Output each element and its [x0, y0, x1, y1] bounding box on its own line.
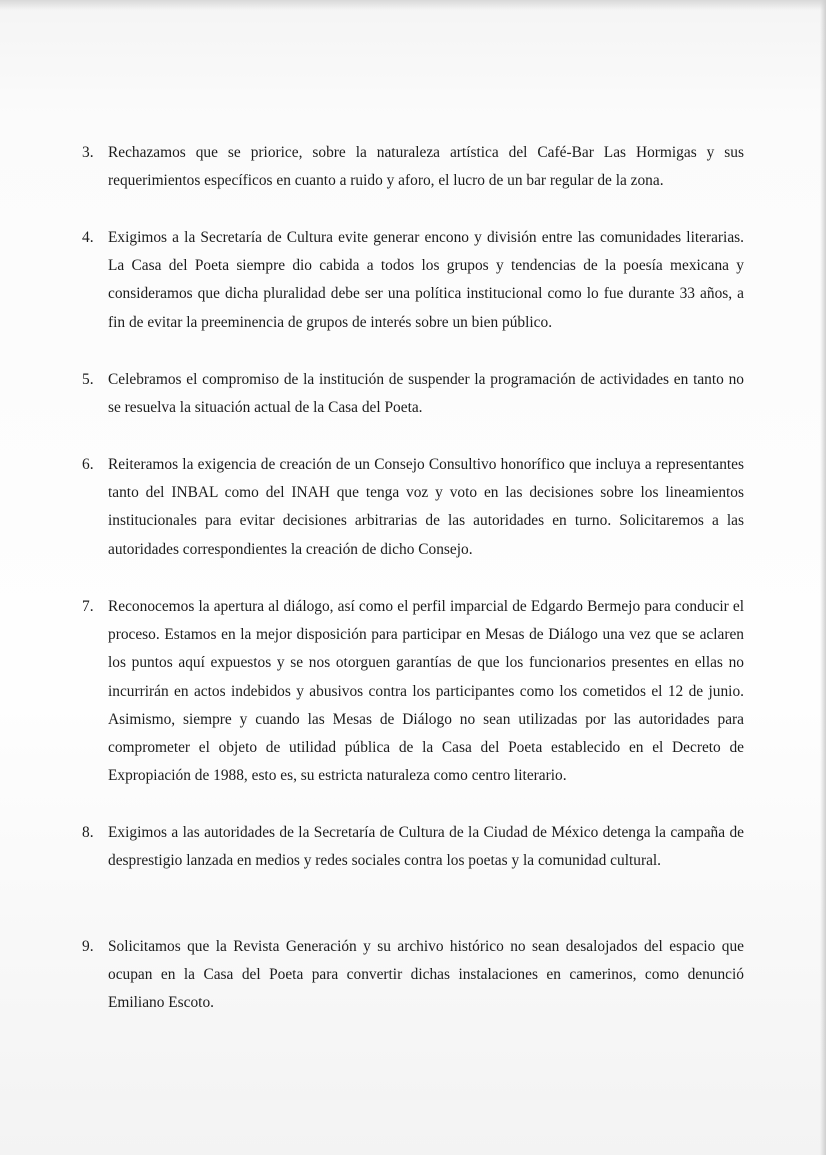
- list-item-text: Reiteramos la exigencia de creación de un Consejo Consultivo honorífico que incluya a representantes tanto del INBAL como del INAH que tenga voz y voto en las decisiones sobre los lineamientos institucionales para evitar decisiones arbitrarias de las autoridades en turno. Solicitaremos a las autoridades correspondientes la creación de dicho Consejo.: [108, 456, 744, 558]
- list-item-4: [82, 224, 744, 337]
- list-item-text: Exigimos a las autoridades de la Secretaría de Cultura de la Ciudad de México detenga la campaña de desprestigio lanzada en medios y redes sociales contra los poetas y la comunidad cultural.: [108, 824, 744, 870]
- list-item-number: 7.: [82, 598, 94, 615]
- list-item-text: Solicitamos que la Revista Generación y su archivo histórico no sean desalojados del espacio que ocupan en la Casa del Poeta para convertir dichas instalaciones en camerinos, como denunció Emiliano Escoto.: [108, 938, 744, 1012]
- list-item-number: 6.: [82, 456, 94, 473]
- list-item-3: [82, 139, 744, 195]
- list-item-5: [82, 366, 744, 422]
- page-edge-shadow-top: [0, 0, 826, 10]
- list-item-number: 4.: [82, 229, 94, 246]
- list-item-7: [82, 593, 744, 790]
- list-item-text: Reconocemos la apertura al diálogo, así como el perfil imparcial de Edgardo Bermejo para conducir el proceso. Estamos en la mejor disposición para participar en Mesas de Diálogo una vez que se aclaren los puntos aquí expuestos y se nos otorguen garantías de que los funcionarios presentes en ellas no incurrirán en actos indebidos y abusivos contra los participantes como los cometidos el 12 de junio. Asimismo, siempre y cuando las Mesas de Diálogo no sean utilizadas por las autoridades para comprometer el objeto de utilidad pública de la Casa del Poeta establecido en el Decreto de Expropiación de 1988, esto es, su estricta naturaleza como centro literario.: [108, 598, 744, 785]
- list-item-6: [82, 451, 744, 564]
- list-item-number: 3.: [82, 144, 94, 161]
- list-item-text: Celebramos el compromiso de la institución de suspender la programación de actividades en tanto no se resuelva la situación actual de la Casa del Poeta.: [108, 371, 744, 417]
- list-item-text: Rechazamos que se priorice, sobre la naturaleza artística del Café-Bar Las Hormigas y sus requerimientos específicos en cuanto a ruido y aforo, el lucro de un bar regular de la zona.: [108, 144, 744, 190]
- list-item-number: 5.: [82, 371, 94, 388]
- page-edge-shadow-right: [820, 0, 826, 1155]
- list-item-text: Exigimos a la Secretaría de Cultura evite generar encono y división entre las comunidades literarias. La Casa del Poeta siempre dio cabida a todos los grupos y tendencias de la poesía mexicana y consideramos que dicha pluralidad debe ser una política institucional como lo fue durante 33 años, a fin de evitar la preeminencia de grupos de interés sobre un bien público.: [108, 229, 744, 331]
- list-item-8: [82, 819, 744, 875]
- list-item-9: [82, 933, 744, 1018]
- list-item-number: 8.: [82, 824, 94, 841]
- list-item-number: 9.: [82, 938, 94, 955]
